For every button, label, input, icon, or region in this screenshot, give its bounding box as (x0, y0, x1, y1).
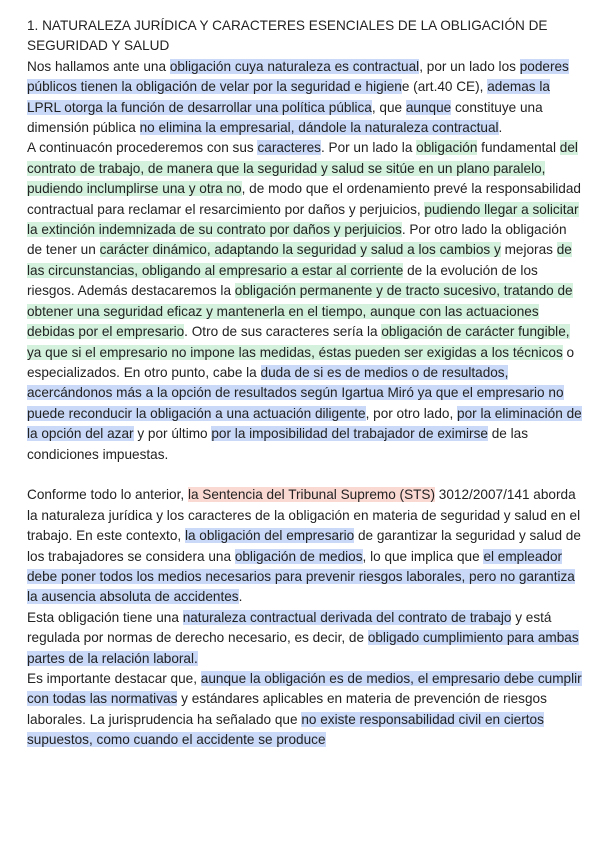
text-segment: , de modo que el ordenamiento prevé la responsabilidad contractual para reclamar el resarcimiento por daños y perjuicios, (27, 181, 581, 217)
highlighted-text: ademas la LPRL otorga la función de desarrollar una política pública (27, 79, 550, 115)
text-segment: y está regulada por normas de derecho necesario, es decir, de (27, 609, 552, 646)
paragraph (27, 669, 583, 751)
highlighted-text: por la imposibilidad del trabajador de eximirse (211, 426, 488, 442)
text-segment: , por otro lado, (365, 405, 458, 421)
highlighted-text: obligación cuya naturaleza es contractual (169, 58, 420, 74)
paragraph-gap (27, 465, 583, 485)
highlighted-text: obligación de carácter fungible, ya que si el empresario no impone las medidas, éstas pueden ser exigidas a los técnicos (27, 324, 570, 360)
text-segment: A continuacón procederemos con sus (27, 140, 258, 156)
text-segment: . Por un lado la (320, 140, 417, 156)
text-segment: . (238, 589, 243, 605)
highlighted-text: no existe responsabilidad civil en ciertos supuestos, como cuando el accidente se produce (27, 711, 544, 748)
text-segment: , por un lado los (419, 58, 520, 74)
highlighted-text: aunque la obligación es de medios, el empresario debe cumplir con todas las normativas (27, 670, 582, 707)
highlighted-text: obligación permanente y de tracto sucesivo, tratando de obtener una seguridad eficaz y mantenerla en el tiempo, aunque con las actuaciones debidas por el empresario (27, 283, 573, 340)
highlighted-text: obligación de medios (234, 548, 363, 564)
paragraph (27, 57, 583, 139)
text-segment: Es importante destacar que, (27, 670, 201, 686)
paragraph (27, 485, 583, 607)
text-segment: , que (371, 99, 406, 115)
highlighted-text: la obligación del empresario (184, 528, 355, 544)
highlighted-text: la Sentencia del Tribunal Supremo (STS) (187, 487, 436, 503)
highlighted-text: caracteres (257, 140, 321, 156)
highlighted-text: carácter dinámico, adaptando la seguridad y salud a los cambios y (99, 242, 501, 258)
text-segment: y estándares aplicables en materia de prevención de riesgos laborales. La jurisprudencia ha señalado que (27, 691, 547, 727)
highlighted-text: poderes públicos tienen la obligación de velar por la seguridad e higien (27, 58, 569, 95)
text-segment: Nos hallamos ante una (27, 58, 170, 74)
text-segment: e (art.40 CE), (401, 79, 488, 95)
text-segment: Esta obligación tiene una (27, 609, 183, 625)
section-heading: 1. NATURALEZA JURÍDICA Y CARACTERES ESENCIALES DE LA OBLIGACIÓN DE SEGURIDAD Y SALUD (27, 18, 548, 54)
text-segment: . Otro de sus caracteres sería la (184, 324, 382, 340)
highlighted-text: no elimina la empresarial, dándole la naturaleza contractual (139, 120, 499, 136)
text-segment: Conforme todo lo anterior, (27, 487, 188, 503)
text-segment: y por último (133, 426, 212, 442)
highlighted-text: el empleador debe poner todos los medios necesarios para prevenir riesgos laborales, pero no garantiza la ausencia absoluta de accidentes (27, 548, 575, 605)
text-segment: . (498, 120, 503, 136)
highlighted-text: duda de si es de medios o de resultados, acercándonos más a la opción de resultados según Igartua Miró ya que el empresario no puede reconducir la obligación a una actuación diligente (27, 364, 564, 421)
paragraph (27, 608, 583, 669)
highlighted-text: obligado cumplimiento para ambas partes de la relación laboral. (27, 630, 579, 666)
highlighted-text: del contrato de trabajo, de manera que la seguridad y salud se sitúe en un plano paralelo, pudiendo inclumplirse una y otra no (27, 140, 578, 197)
highlighted-text: obligación (416, 140, 478, 156)
paragraph (27, 138, 583, 465)
text-segment: de las condiciones impuestas. (27, 426, 528, 462)
highlighted-text: por la eliminación de la opción del azar (27, 405, 582, 442)
text-segment: . Por otro lado la obligación de tener un (27, 222, 567, 258)
text-segment: mejoras (500, 242, 557, 258)
text-segment: , lo que implica que (362, 548, 484, 564)
document-body (27, 57, 583, 751)
highlighted-text: de las circunstancias, obligando al empresario a estar al corriente (27, 242, 572, 278)
text-segment: de garantizar la seguridad y salud de los trabajadores se considera una (27, 528, 581, 564)
text-segment: de la evolución de los riesgos. Además destacaremos la (27, 262, 538, 299)
highlighted-text: aunque (405, 99, 452, 115)
text-segment: fundamental (477, 140, 560, 156)
text-segment: constituye una dimensión pública (27, 99, 543, 136)
highlighted-text: pudiendo llegar a solicitar la extinción indemnizada de su contrato por daños y perjuicios (27, 201, 579, 238)
highlighted-text: naturaleza contractual derivada del contrato de trabajo (182, 609, 512, 625)
text-segment: 3012/2007/141 aborda la naturaleza jurídica y los caracteres de la obligación en materia de seguridad y salud en el trabajo. En este contexto, (27, 487, 581, 544)
text-segment: o especializados. En otro punto, cabe la (27, 344, 575, 380)
